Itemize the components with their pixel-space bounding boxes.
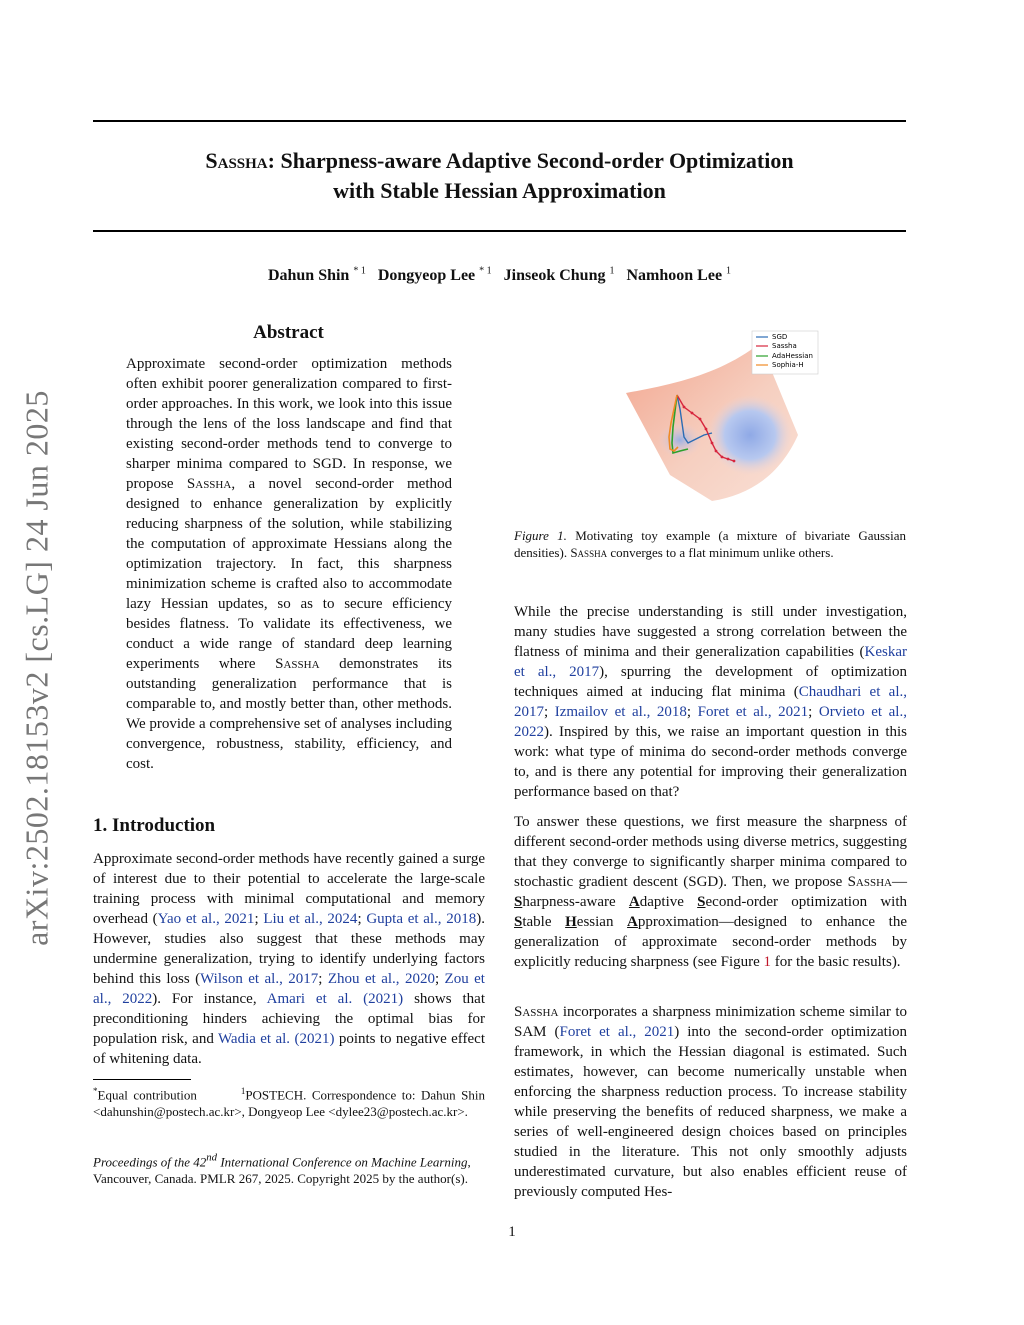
citation-link[interactable]: Chaudhari et al., 2017 [514,684,907,720]
citation-link[interactable]: Foret et al., 2021 [559,1024,675,1040]
section-heading-introduction: 1. Introduction [93,815,216,836]
author: Namhoon Lee $^1$ [626,266,732,285]
abstract-text: Approximate second-order optimization methods often exhibit poorer generalization compared to first-order approaches. In this work, we look into this issue through the lens of the loss landscape and find that existing second-order methods tend to converge to sharper minima compared to SGD. In response, we propose Sassha, a novel second-order method designed to enhance generalization by explicitly reducing sharpness of the solution, while stabilizing the computation of approximate Hessians along the optimization trajectory. In fact, this sharpness minimization scheme is crafted also to accommodate lazy Hessian updates, so as to secure efficiency besides flatness. To validate its effectiveness, we conduct a wide range of standard deep learning experiments where Sassha demonstrates its outstanding generalization performance that is comparable to, and mostly better than, other methods. We provide a comprehensive set of analyses including convergence, robustness, stability, efficiency, and cost. [126,356,452,772]
author: Dahun Shin $^{* 1}$ [267,266,366,285]
citation-link[interactable]: Wilson et al., 2017 [200,971,319,987]
legend-sgd: SGD [772,333,788,341]
legend-sophia: Sophia-H [772,361,804,369]
title-line1: : Sharpness-aware Adaptive Second-order Optimization [267,148,794,173]
citation-link[interactable]: Wadia et al. (2021) [217,1031,335,1047]
citation-link[interactable]: Yao et al., 2021 [157,911,255,927]
flat-minimum-basin [708,395,792,475]
abstract-heading: Abstract [253,322,324,343]
author-list [93,266,906,285]
citation-link[interactable]: Gupta et al., 2018 [366,911,477,927]
title-line2: with Stable Hessian Approximation [333,178,666,203]
citation-link[interactable]: Zou et al., 2022 [93,971,485,1007]
paragraph-proposal: To answer these questions, we first measure the sharpness of different second-order methods using diverse metrics, suggesting that they converge to significantly sharper minima compared to stochastic gradient descent (SGD). Then, we propose Sassha—Sharpness-aware Adaptive Second-order optimization with Stable Hessian Approximation—designed to enhance the generalization of approximate second-order methods by explicitly reducing sharpness (see Figure 1 for the basic results). [514,814,908,970]
title-method-name: Sassha [205,148,268,173]
citation-link[interactable]: Orvieto et al., 2022 [514,704,907,740]
paragraph-flatness: While the precise understanding is still under investigation, many studies have suggested a strong correlation between the flatness of minima and their generalization capabilities (Keskar et al., 2017), spurring the development of optimization techniques aimed at inducing flat minima (Chaudhari et al., 2017; Izmailov et al., 2018; Foret et al., 2021; Orvieto et al., 2022). Inspired by this, we raise an important question in this work: what type of minima do second-order methods converge to, and is there any potential for improving their generalization performance based on that? [514,604,908,800]
arxiv-identifier: arXiv:2502.18153v2 [cs.LG] 24 Jun 2025 [18,390,55,946]
citation-link[interactable]: Foret et al., 2021 [697,704,809,720]
introduction-paragraph: Approximate second-order methods have recently gained a surge of interest due to their potential to accelerate the large-scale training process with minimal computational and memory overhead (Yao et al., 2021; Liu et al., 2024; Gupta et al., 2018). However, studies also suggest that these methods may undermine generalization, trying to identify underlying factors behind this loss (Wilson et al., 2017; Zhou et al., 2020; Zou et al., 2022). For instance, Amari et al. (2021) shows that preconditioning hinders achieving the optimal bias for population risk, and Wadia et al. (2021) points to negative effect of whitening data. [93,851,486,1067]
page-number: 1 [508,1224,516,1240]
proceedings-note: Proceedings of the 42nd International Conference on Machine Learning, Vancouver, Canada. PMLR 267, 2025. Copyright 2025 by the author(s). [93,1152,471,1186]
paper-title [93,146,906,206]
citation-link[interactable]: Izmailov et al., 2018 [554,704,687,720]
author: Dongyeop Lee $^{* 1}$ [377,266,492,285]
citation-link[interactable]: Liu et al., 2024 [263,911,358,927]
figure-reference-link[interactable]: 1 [763,954,772,970]
figure-caption: Figure 1. Motivating toy example (a mixture of bivariate Gaussian densities). Sassha converges to a flat minimum unlike others. [514,528,906,560]
footnote: *Equal contribution $^1$POSTECH. Correspondence to: Dahun Shin <dahunshin@postech.ac.kr>, Dongyeop Lee <dylee23@postech.ac.kr>. [93,1086,486,1119]
toy-example-figure [600,325,830,520]
citation-link[interactable]: Amari et al. (2021) [266,991,404,1007]
top-rule [93,120,906,122]
title-bottom-rule [93,230,906,232]
citation-link[interactable]: Keskar et al., 2017 [514,644,907,680]
legend-sassha: Sassha [772,342,797,350]
figure-legend [752,331,818,374]
citation-link[interactable]: Zhou et al., 2020 [327,971,435,987]
author: Jinseok Chung $^1$ [503,266,615,285]
legend-adahessian: AdaHessian [772,352,813,360]
paragraph-method: Sassha incorporates a sharpness minimization scheme similar to SAM (Foret et al., 2021) into the second-order optimization framework, in which the Hessian diagonal is estimated. Such estimates, however, can become numerically unstable when enforcing the sharpness reduction process. To increase stability while preserving the benefits of reduced sharpness, we make a series of well-engineered design choices based on principles studied in the literature. This not only smoothly adjusts underestimated curvature, but also enables efficient reuse of previously computed Hes- [514,1004,907,1200]
footnote-rule [93,1079,191,1080]
